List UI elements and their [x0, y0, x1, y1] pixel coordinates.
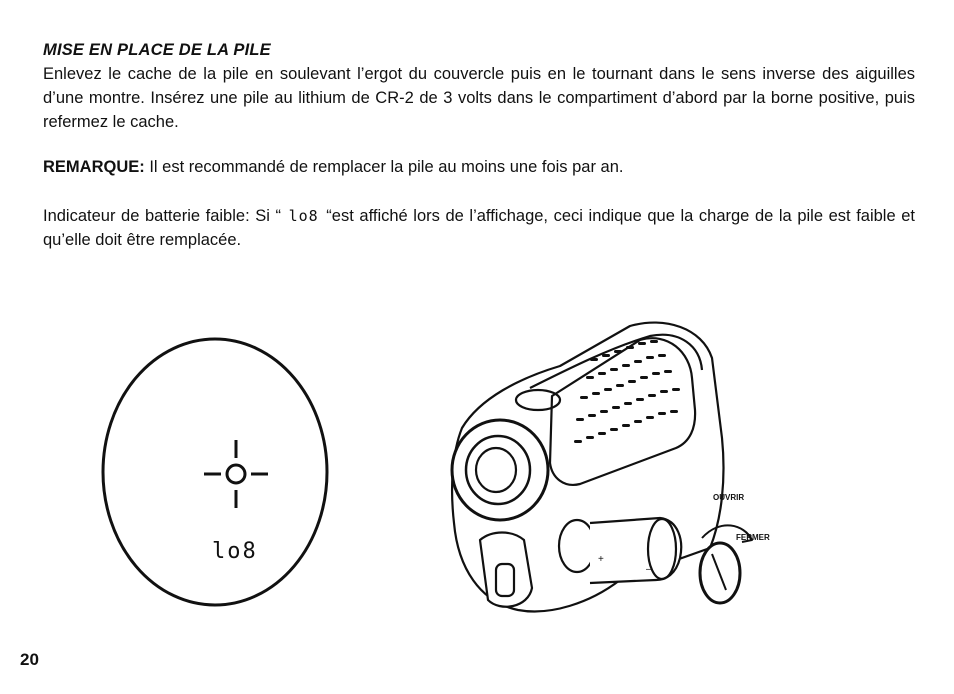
rangefinder-device-illustration: [440, 318, 770, 628]
intro-paragraph: Enlevez le cache de la pile en soulevant l’ergot du couvercle puis en le tournant dans le sens inverse des aiguilles d’une montre. Insérez une pile au lithium de CR-2 de 3 volts dans le compartiment d’abord par la borne positive, puis refermez le cache.: [43, 65, 915, 131]
battery-text-before: Indicateur de batterie faible: Si “: [43, 207, 287, 225]
crosshair-icon: [204, 440, 268, 508]
battery-text-after: “est affiché lors de l’affichage, ceci indique que la charge de la pile est faible et qu’elle doit être remplacée.: [43, 207, 915, 249]
low-battery-indicator: lo8: [288, 207, 319, 225]
battery-plus-sign: +: [598, 554, 604, 565]
viewfinder-display-text: lo8: [212, 539, 258, 564]
viewfinder-circle: [103, 339, 327, 605]
close-label: FERMER: [736, 533, 770, 542]
section-heading: MISE EN PLACE DE LA PILE: [43, 41, 271, 59]
battery-minus-sign: –: [646, 564, 652, 575]
page-number: 20: [20, 650, 39, 669]
open-label: OUVRIR: [713, 493, 745, 502]
note-paragraph: [43, 155, 915, 179]
battery-paragraph: [43, 204, 915, 252]
battery-icon: [590, 518, 681, 583]
note-label: REMARQUE:: [43, 158, 145, 176]
note-text: Il est recommandé de remplacer la pile au moins une fois par an.: [144, 158, 624, 176]
viewfinder-illustration: [95, 330, 335, 615]
